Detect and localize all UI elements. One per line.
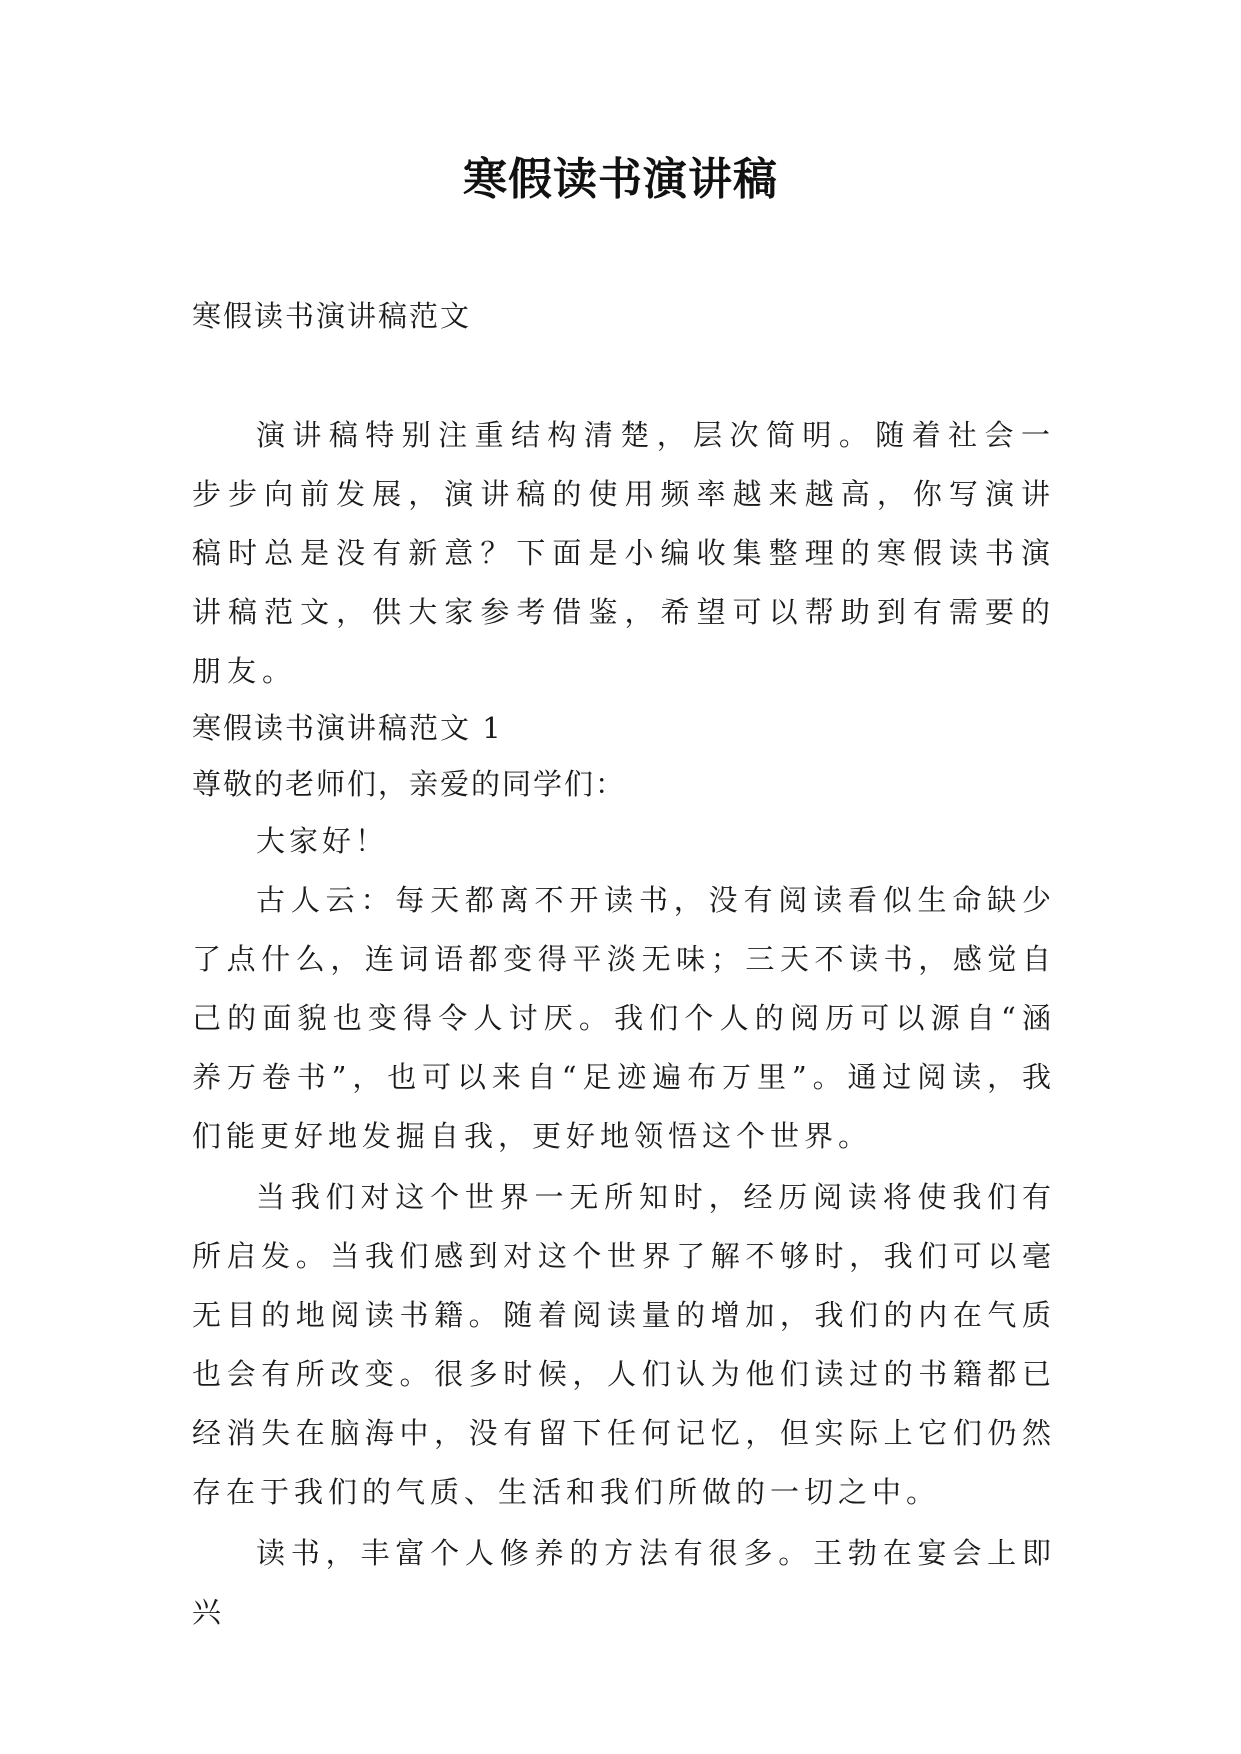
document-subtitle: 寒假读书演讲稿范文: [192, 299, 472, 333]
speech-paragraph-2: 当我们对这个世界一无所知时，经历阅读将使我们有所启发。当我们感到对这个世界了解不够时，我们可以毫无目的地阅读书籍。随着阅读量的增加，我们的内在气质也会有所改变。很多时候，人们认为他们读过的书籍都已经消失在脑海中，没有留下任何记忆，但实际上它们仍然存在于我们的气质、生活和我们所做的一切之中。: [192, 1180, 1056, 1509]
speech-paragraph-1: 古人云：每天都离不开读书，没有阅读看似生命缺少了点什么，连词语都变得平淡无味；三天不读书，感觉自己的面貌也变得令人讨厌。我们个人的阅历可以源自“涵养万卷书”，也可以来自“足迹遍布万里”。通过阅读，我们能更好地发掘自我，更好地领悟这个世界。: [192, 883, 1056, 1153]
speech-greeting: 大家好！: [256, 824, 389, 858]
speech-section: [192, 700, 1056, 1642]
speech-salutation: 尊敬的老师们，亲爱的同学们：: [192, 767, 627, 801]
intro-paragraph: 演讲稿特别注重结构清楚，层次简明。随着社会一步步向前发展，演讲稿的使用频率越来越高，你写演讲稿时总是没有新意？下面是小编收集整理的寒假读书演讲稿范文，供大家参考借鉴，希望可以帮助到有需要的朋友。: [192, 418, 1056, 688]
document-title: 寒假读书演讲稿: [463, 154, 778, 205]
speech-paragraph-3: 读书，丰富个人修养的方法有很多。王勃在宴会上即兴: [192, 1536, 1056, 1629]
speech-heading: 寒假读书演讲稿范文 1: [192, 711, 503, 745]
